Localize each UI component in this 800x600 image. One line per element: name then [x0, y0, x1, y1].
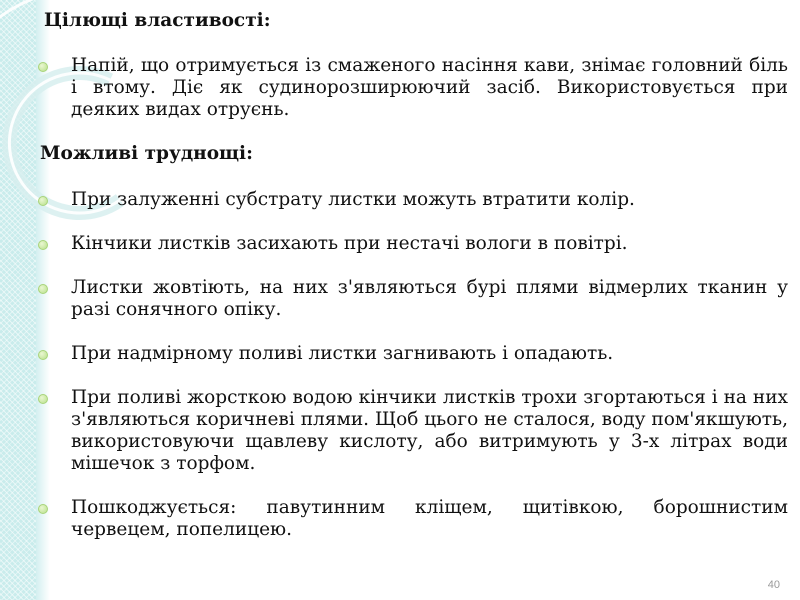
bullet-dot-icon [38, 394, 48, 404]
bullet-dot-icon [38, 196, 48, 206]
bullet-item [38, 233, 788, 255]
bullet-text: Пошкоджується: павутинним кліщем, щитівкою, борошнистим червецем, попелицею. [71, 497, 788, 540]
decorative-band [0, 0, 36, 600]
bullet-text: Напій, що отримується із смаженого насіння кави, знімає головний біль і втому. Діє як судинорозширюючий засіб. Використовується при деяких видах отруєнь. [71, 55, 788, 120]
page-number: 40 [767, 579, 780, 591]
section-heading: Цілющі властивості: [44, 10, 271, 31]
bullet-text: При надмірному поливі листки загнивають і опадають. [71, 343, 614, 364]
bullet-dot-icon [38, 284, 48, 294]
bullet-dot-icon [38, 350, 48, 360]
bullet-text: При поливі жорсткою водою кінчики листків трохи згортаються і на них з'являються коричневі плями. Щоб цього не сталося, воду пом'якшують, використовуючи щавлеву кислоту, або витримують у 3-х літрах води мішечок з торфом. [71, 387, 788, 474]
bullet-text: При залуженні субстрату листки можуть втратити колір. [71, 189, 635, 210]
bullet-item [38, 189, 788, 211]
slide-content [38, 10, 788, 541]
bullet-list [38, 55, 788, 121]
bullet-item [38, 55, 788, 121]
bullet-item [38, 497, 788, 541]
bullet-dot-icon [38, 62, 48, 72]
bullet-item [38, 277, 788, 321]
bullet-text: Кінчики листків засихають при нестачі вологи в повітрі. [71, 233, 628, 254]
bullet-item [38, 343, 788, 365]
bullet-dot-icon [38, 504, 48, 514]
bullet-list [38, 189, 788, 541]
bullet-text: Листки жовтіють, на них з'являються бурі плями відмерлих тканин у разі сонячного опіку. [71, 277, 788, 320]
bullet-item [38, 387, 788, 475]
bullet-dot-icon [38, 240, 48, 250]
section-heading: Можливі труднощі: [40, 143, 253, 164]
